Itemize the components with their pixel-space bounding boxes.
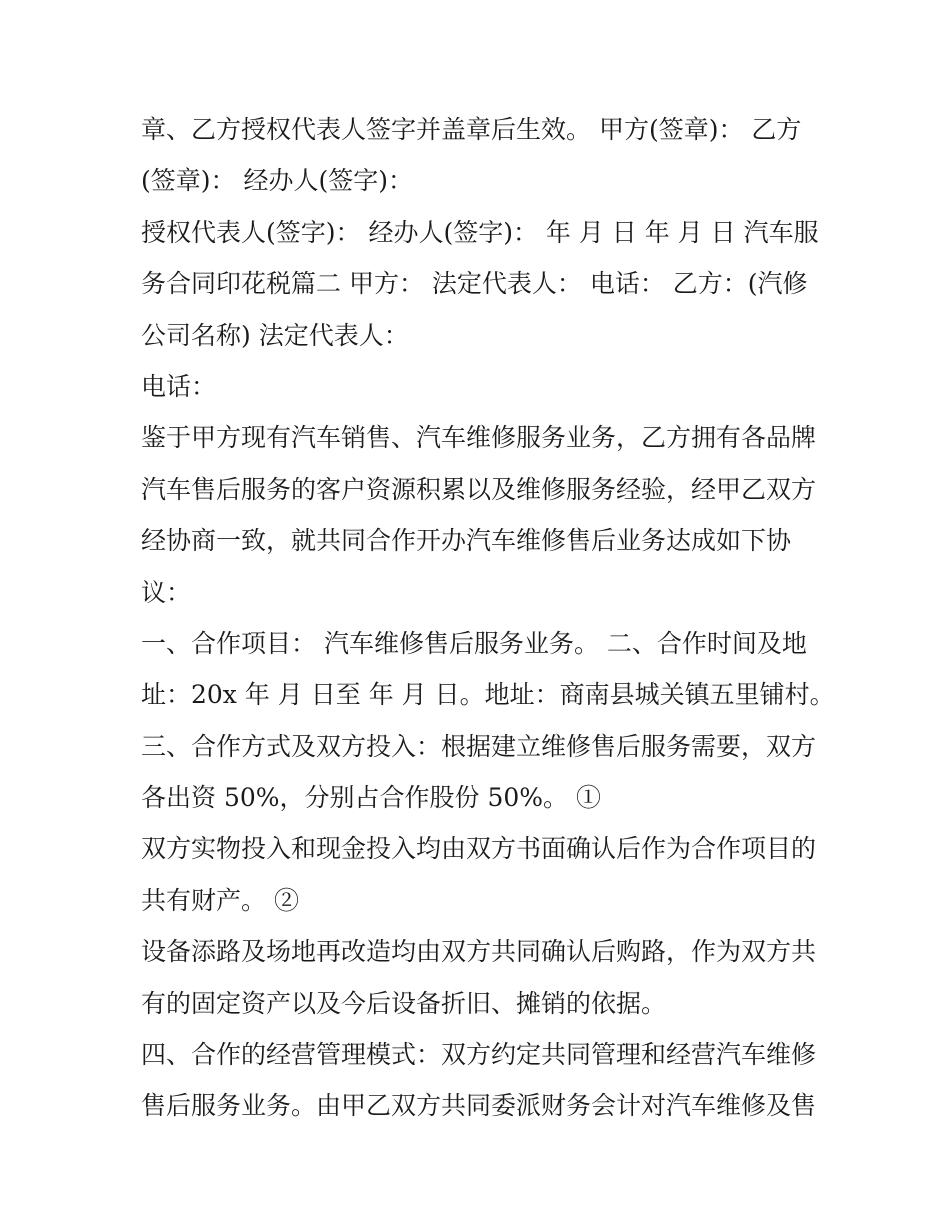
text-line: 议： bbox=[141, 577, 192, 607]
text-line: 章、乙方授权代表人签字并盖章后生效。 甲方(签章)： 乙方 bbox=[141, 115, 802, 144]
text-line: 双方实物投入和现金投入均由双方书面确认后作为合作项目的 bbox=[141, 834, 817, 864]
text-line: 三、合作方式及双方投入：根据建立维修售后服务需要，双方 bbox=[141, 731, 817, 761]
text-line: 设备添路及场地再改造均由双方共同确认后购路，作为双方共 bbox=[141, 937, 817, 967]
text-line: 授权代表人(签字)： 经办人(签字)： 年 月 日 年 月 日 汽车服 bbox=[141, 217, 819, 247]
text-line: 共有财产。 ② bbox=[141, 885, 299, 915]
document-body bbox=[141, 104, 835, 1132]
text-line: 四、合作的经营管理模式：双方约定共同管理和经营汽车维修 bbox=[141, 1040, 817, 1070]
text-line: 汽车售后服务的客户资源积累以及维修服务经验，经甲乙双方 bbox=[141, 474, 817, 504]
text-line: 址：20x 年 月 日至 年 月 日。地址：商南县城关镇五里铺村。 bbox=[141, 680, 835, 710]
text-line: 鉴于甲方现有汽车销售、汽车维修服务业务，乙方拥有各品牌 bbox=[141, 423, 817, 453]
text-line: 电话： bbox=[141, 371, 217, 401]
text-line: 有的固定资产以及今后设备折旧、摊销的依据。 bbox=[141, 988, 667, 1018]
text-line: 务合同印花税篇二 甲方： 法定代表人： 电话： 乙方：(汽修 bbox=[141, 269, 808, 299]
text-line: 各出资 50%，分别占合作股份 50%。 ① bbox=[141, 783, 601, 813]
text-line: 公司名称) 法定代表人： bbox=[141, 320, 409, 350]
text-line: 售后服务业务。由甲乙双方共同委派财务会计对汽车维修及售 bbox=[141, 1091, 817, 1121]
text-line: 经协商一致，就共同合作开办汽车维修售后业务达成如下协 bbox=[141, 526, 792, 556]
text-line: (签章)： 经办人(签字)： bbox=[141, 166, 413, 196]
text-line: 一、合作项目： 汽车维修售后服务业务。 二、合作时间及地 bbox=[141, 628, 807, 658]
